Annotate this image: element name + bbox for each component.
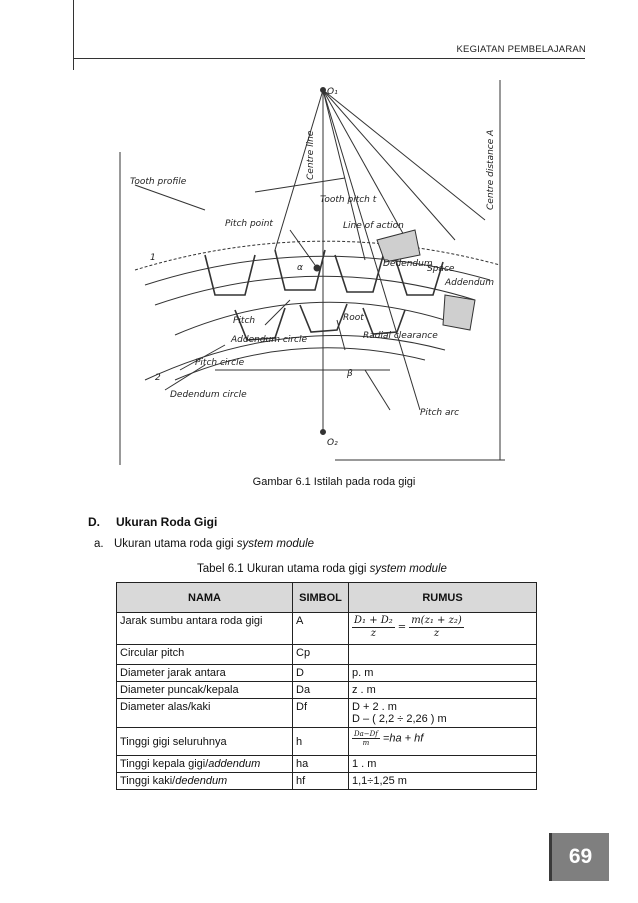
table-row (117, 665, 537, 682)
centre-line-label: Centre line (306, 130, 316, 180)
cell-nama: Diameter puncak/kepala (117, 682, 293, 699)
table-header-row (117, 583, 537, 613)
table-row (117, 728, 537, 756)
tooth-pitch-label: Tooth pitch t (320, 195, 377, 205)
cell-simbol: hf (293, 773, 349, 790)
cell-nama: Jarak sumbu antara roda gigi (117, 613, 293, 645)
subsection-italic: system module (236, 538, 315, 550)
table-row (117, 645, 537, 665)
gear-size-table (116, 582, 537, 790)
table-row (117, 613, 537, 645)
formula-fraction: $\frac{Da-Df}{m}$ (354, 730, 378, 747)
cell-nama: Diameter jarak antara (117, 665, 293, 682)
subsection-letter: a. (94, 538, 104, 550)
header-rule (73, 58, 585, 59)
cell-simbol: Df (293, 699, 349, 728)
table-caption: Tabel 6.1 Ukuran utama roda gigi system module (197, 563, 447, 575)
number-2-label: 2 (155, 373, 161, 383)
table-row (117, 773, 537, 790)
o2-label: O₂ (327, 438, 338, 448)
section-heading (88, 515, 217, 529)
page-number: 69 (549, 833, 609, 881)
header-simbol: SIMBOL (293, 583, 349, 613)
section-letter: D. (88, 515, 100, 529)
radial-clearance-label: Radial clearance (363, 331, 438, 341)
cell-nama: Tinggi kepala gigi/addendum (117, 756, 293, 773)
root-label: Root (343, 313, 364, 323)
table-row (117, 756, 537, 773)
cell-simbol: Cp (293, 645, 349, 665)
tooth-profile-label: Tooth profile (130, 177, 187, 187)
pitch-circle-label: Pitch circle (195, 358, 245, 368)
figure-caption: Gambar 6.1 Istilah pada roda gigi (252, 476, 416, 488)
cell-simbol: ha (293, 756, 349, 773)
gear-diagram (115, 80, 510, 465)
cell-simbol: Da (293, 682, 349, 699)
pitch-label: Pitch (233, 316, 256, 326)
beta-label: β (347, 369, 353, 379)
addendum-circle-label: Addendum circle (231, 335, 308, 345)
cell-simbol: A (293, 613, 349, 645)
gear-terminology-figure (115, 80, 510, 465)
subsection-heading (94, 538, 314, 550)
cell-nama: Tinggi kaki/dedendum (117, 773, 293, 790)
o1-label: O₁ (327, 87, 338, 97)
header-nama: NAMA (117, 583, 293, 613)
section-title: Ukuran Roda Gigi (116, 515, 218, 529)
cell-simbol: h (293, 728, 349, 756)
line-of-action-label: Line of action (343, 221, 404, 231)
addendum-label: Addendum (445, 278, 495, 288)
cell-nama: Diameter alas/kaki (117, 699, 293, 728)
dedendum-label: Dedendum (383, 259, 433, 269)
cell-rumus: 1,1÷1,25 m (349, 773, 537, 790)
table-row (117, 682, 537, 699)
formula-fraction: $\frac{\text{D₁ + D₂}}{z}$ (354, 615, 393, 639)
formula-fraction: $\frac{\text{m(z₁ + z₂)}}{z}$ (411, 615, 462, 639)
cell-rumus: 1 . m (349, 756, 537, 773)
centre-distance-label: Centre distance A (486, 129, 496, 210)
cell-rumus: $\frac{\text{D₁ + D₂}}{z}$ = $\frac{\text{m(z₁ + z₂)}}{z}$ (349, 613, 537, 645)
pitch-arc-label: Pitch arc (420, 408, 460, 418)
pitch-point-label: Pitch point (225, 219, 273, 229)
header-title: KEGIATAN PEMBELAJARAN (456, 44, 586, 55)
subsection-text: Ukuran utama roda gigi (114, 538, 234, 550)
header-rumus: RUMUS (349, 583, 537, 613)
cell-simbol: D (293, 665, 349, 682)
cell-rumus: z . m (349, 682, 537, 699)
cell-nama: Tinggi gigi seluruhnya (117, 728, 293, 756)
cell-rumus: D + 2 . m D – ( 2,2 ÷ 2,26 ) m (349, 699, 537, 728)
margin-line (73, 0, 74, 70)
cell-nama: Circular pitch (117, 645, 293, 665)
space-label: Space (427, 264, 455, 274)
alpha-label: α (297, 263, 303, 273)
table-row (117, 699, 537, 728)
cell-rumus: $\frac{Da-Df}{m}$ =ha + hf (349, 728, 537, 756)
cell-rumus: p. m (349, 665, 537, 682)
number-1-label: 1 (150, 253, 156, 263)
dedendum-circle-label: Dedendum circle (170, 390, 247, 400)
cell-rumus (349, 645, 537, 665)
